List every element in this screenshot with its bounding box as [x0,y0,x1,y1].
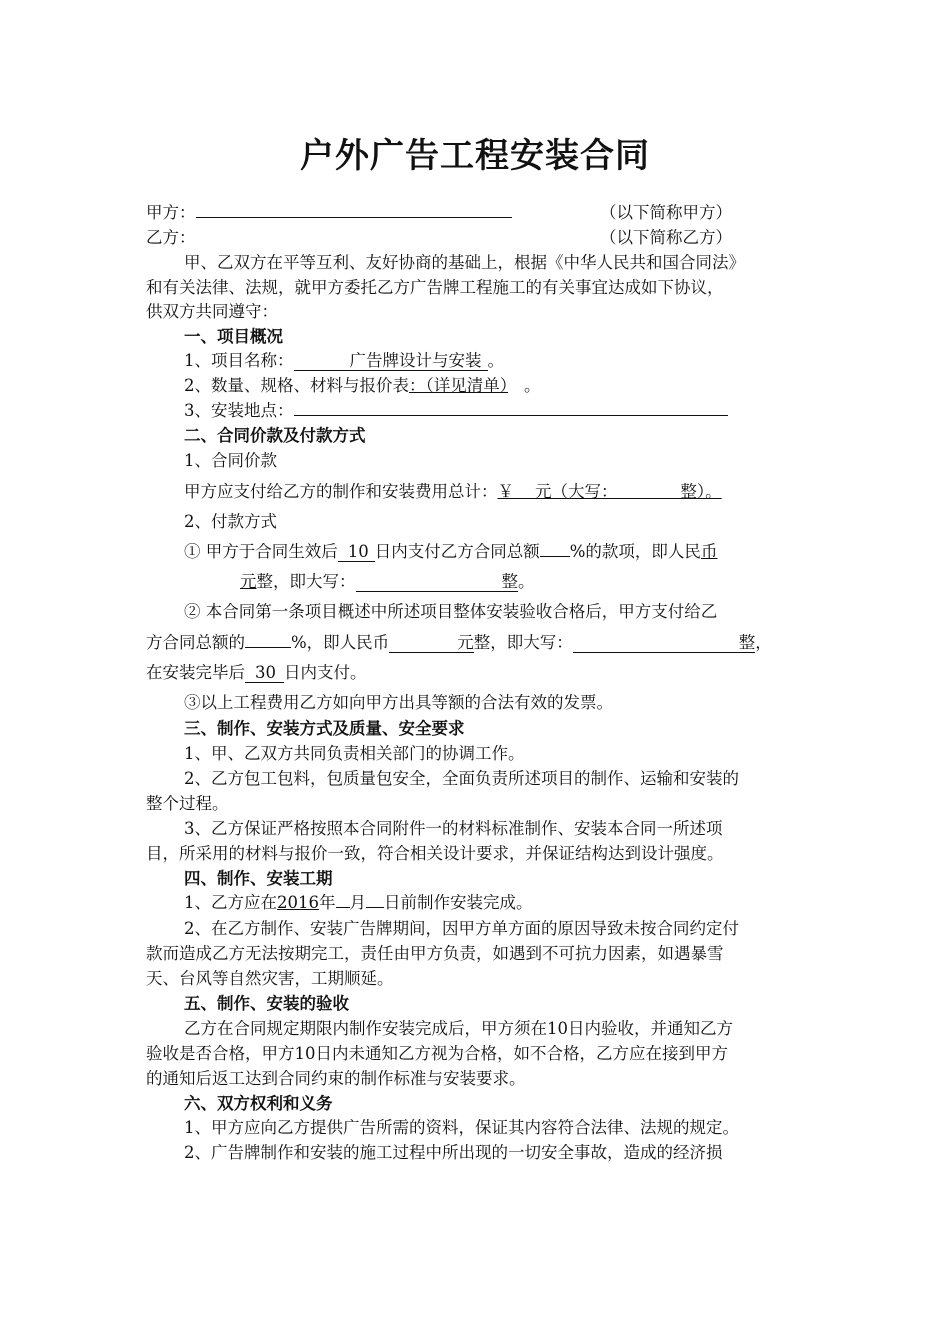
s1-item2 [184,375,541,397]
s6-item2: 2、广告牌制作和安装的施工过程中所出现的一切安全事故，造成的经济损 [184,1143,723,1162]
payment-1-line2 [240,571,535,593]
payment-2-text: 元 [389,634,474,653]
payment-1-text: 币 [700,542,718,561]
payment-1-text: ① 甲方于合同生效后 [184,542,338,561]
payment-2-text: 在安装完毕后 [146,663,245,682]
s3-item3: 3、乙方保证严格按照本合同附件一的材料标准制作、安装本合同一所述项 [184,819,723,838]
s2-sub1: 1、合同价款 [184,451,277,470]
price-label: 甲方应支付给乙方的制作和安装费用总计： [184,482,498,501]
s1-item2-suffix: 。 [524,376,541,395]
percent-blank [540,556,570,557]
party-a-blank [196,217,512,218]
section-heading: 五、制作、安装的验收 [184,994,349,1013]
s2-sub2: 2、付款方式 [184,512,277,531]
s1-item1 [184,350,504,372]
payment-1-text: 日内支付乙方合同总额 [374,542,540,561]
payment-2-text: 日内支付。 [284,663,367,682]
page-title: 户外广告工程安装合同 [300,136,650,176]
section-heading: 三、制作、安装方式及质量、安全要求 [184,719,465,738]
location-blank [294,415,728,416]
payment-2-text: ， [755,633,772,652]
s4-item2-cont: 天、台风等自然灾害，工期顺延。 [146,969,394,988]
payment-2-line2 [146,632,772,654]
percent-blank [245,647,291,648]
s4-item2-cont: 款而造成乙方无法按期完工，责任由甲方负责，如遇到不可抗力因素，如遇暴雪 [146,944,724,963]
party-a-label: 甲方： [146,203,196,222]
s1-item2-label: 2、数量、规格、材料与报价表 [184,376,409,395]
s3-item2-cont: 整个过程。 [146,794,229,813]
payment-1-text: 整，即大写： [256,572,356,591]
s5-paragraph-cont: 验收是否合格，甲方10日内未通知乙方视为合格，如不合格，乙方应在接到甲方 [146,1044,728,1063]
payment-2-amount-words: 整 [573,634,756,653]
section-heading: 一、项目概况 [184,327,283,346]
s5-paragraph: 乙方在合同规定期限内制作安装完成后，甲方须在10日内验收，并通知乙方 [184,1019,733,1038]
s6-item1: 1、甲方应向乙方提供广告所需的资料，保证其内容符合法律、法规的规定。 [184,1118,739,1137]
completion-year: 2016 [277,893,319,912]
party-b-label: 乙方： [146,228,196,247]
payment-2-line3 [146,662,367,684]
s1-item3 [184,400,728,422]
intro-line: 和有关法律、法规，就甲方委托乙方广告牌工程施工的有关事宜达成如下协议， [146,278,724,297]
price-list-value: ：（详见清单） [409,376,508,395]
s3-item2: 2、乙方包工包料，包质量包安全，全面负责所述项目的制作、运输和安装的 [184,769,739,788]
payment-2-text: %，即人民币 [291,633,390,652]
s1-item1-label: 1、项目名称： [184,351,294,370]
s5-paragraph-cont: 的通知后返工达到合同约束的制作标准与安装要求。 [146,1069,526,1088]
party-b-note: （以下简称乙方） [600,228,732,247]
day-blank [366,907,384,908]
section-heading: 二、合同价款及付款方式 [184,426,366,445]
s4-item1-text: 1、乙方应在 [184,893,277,912]
payment-1-text: 。 [518,572,535,591]
intro-line: 供双方共同遵守： [146,302,278,321]
s4-item1 [184,892,533,914]
s4-item2: 2、在乙方制作、安装广告牌期间，因甲方单方面的原因导致未按合同约定付 [184,919,739,938]
s4-item1-text: 月 [349,893,366,912]
s1-item1-suffix: 。 [487,351,504,370]
s2-price-line [184,481,722,503]
payment-1-text: %的款项，即人民 [569,542,701,561]
section-heading: 六、双方权利和义务 [184,1094,333,1113]
price-value: ￥ 元（大写： 整）。 [497,482,722,501]
s4-item1-text: 日前制作安装完成。 [384,893,533,912]
intro-line: 甲、乙双方在平等互利、友好协商的基础上，根据《中华人民共和国合同法》 [184,253,745,272]
s1-item3-label: 3、安装地点： [184,401,294,420]
payment-3-line: ③以上工程费用乙方如向甲方出具等额的合法有效的发票。 [184,693,613,712]
payment-2-line1: ② 本合同第一条项目概述中所述项目整体安装验收合格后，甲方支付给乙 [184,602,718,621]
section-heading: 四、制作、安装工期 [184,869,333,888]
payment-2-text: 整，即大写： [473,633,573,652]
project-name-value: 广告牌设计与安装 [294,352,488,371]
month-blank [336,907,350,908]
party-a-line [146,202,512,224]
payment-1-text: 元 [240,572,257,591]
payment-1-days: 10 [338,543,375,562]
party-a-note: （以下简称甲方） [600,203,732,222]
s3-item1: 1、甲、乙双方共同负责相关部门的协调工作。 [184,744,525,763]
payment-2-text: 方合同总额的 [146,633,245,652]
s3-item3-cont: 目，所采用的材料与报价一致，符合相关设计要求，并保证结构达到设计强度。 [146,844,724,863]
s4-item1-text: 年 [319,893,336,912]
payment-1-line [184,541,717,563]
payment-1-amount-words: 整 [356,573,519,592]
payment-2-days: 30 [245,664,284,683]
